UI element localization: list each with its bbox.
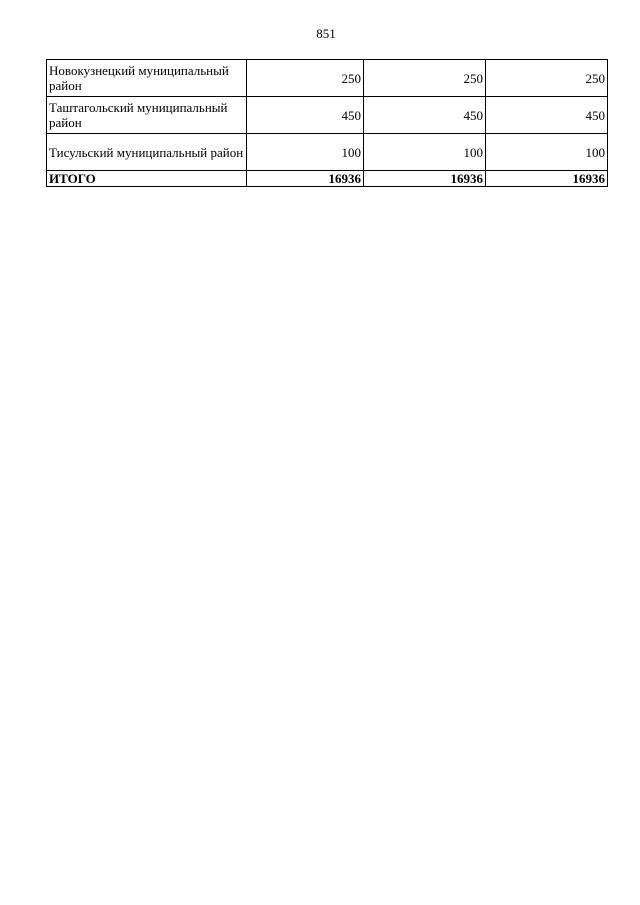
value-cell: 250 [364, 60, 486, 97]
value-cell: 450 [364, 97, 486, 134]
value-cell: 450 [486, 97, 608, 134]
total-row [47, 171, 608, 187]
value-cell: 100 [247, 134, 364, 171]
page-number: 851 [316, 26, 336, 41]
value-cell: 100 [486, 134, 608, 171]
table-row [47, 97, 608, 134]
municipality-name-cell: Новокузнецкий муниципальный район [47, 60, 247, 97]
value-cell: 450 [247, 97, 364, 134]
total-value-cell: 16936 [486, 171, 608, 187]
value-cell: 100 [364, 134, 486, 171]
total-value-cell: 16936 [364, 171, 486, 187]
municipality-name-cell: Тисульский муниципальный район [47, 134, 247, 171]
total-value-cell: 16936 [247, 171, 364, 187]
municipality-name-cell: Таштагольский муниципальный район [47, 97, 247, 134]
value-cell: 250 [247, 60, 364, 97]
value-cell: 250 [486, 60, 608, 97]
budget-table [46, 59, 608, 187]
total-label-cell: ИТОГО [47, 171, 247, 187]
table-row [47, 134, 608, 171]
table-row [47, 60, 608, 97]
